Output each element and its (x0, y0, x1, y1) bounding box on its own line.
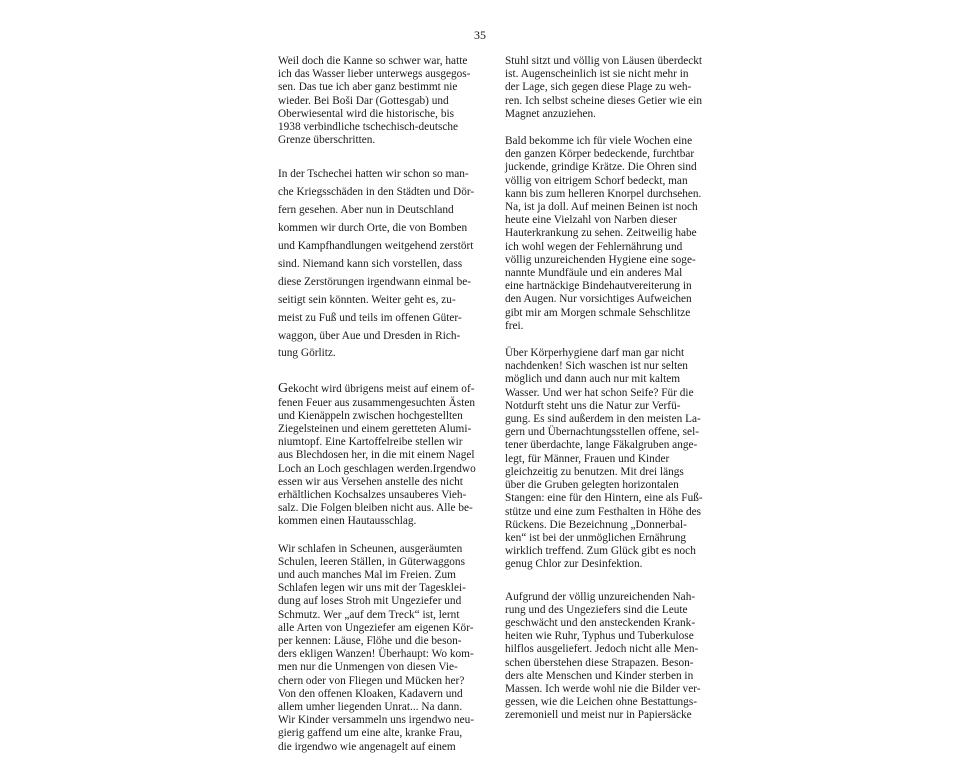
text-line: che Kriegsschäden in den Städten und Dör- (278, 186, 475, 199)
text-line: Notdurft steht uns die Natur zur Verfü- (505, 399, 681, 412)
text-line: chern oder von Fliegen und Mücken her? (278, 674, 465, 687)
text-line: gessen, wie die Leichen ohne Bestattungs- (505, 696, 697, 709)
text-line: juckende, grindige Krätze. Die Ohren sind (505, 161, 697, 174)
text-line: ich das Wasser lieber unterwegs ausgegos- (278, 68, 471, 81)
text-line: genug Chlor zur Desinfektion. (505, 558, 643, 571)
text-line: ders ekligen Wanzen! Überhaupt: Wo kom- (278, 648, 474, 661)
text-line: Stuhl sitzt und völlig von Läusen überdeckt (505, 55, 703, 67)
text-line: der Lage, sich gegen diese Plage zu weh- (505, 81, 692, 94)
right-text-column (505, 55, 717, 736)
text-line: waggon, über Aue und Dresden in Rich- (278, 329, 461, 342)
text-line: wieder. Bei Boši Dar (Gottesgab) und (278, 94, 449, 107)
text-line: Aufgrund der völlig unzureichenden Nah- (505, 590, 696, 603)
text-line: ken“ ist bei der unmöglichen Ernährung (505, 531, 687, 544)
paragraph-sleeping-vermin (278, 543, 490, 754)
text-line: möglich und dann auch nur mit kaltem (505, 373, 681, 386)
text-line: In der Tschechei hatten wir schon so man- (278, 168, 469, 181)
text-line: Schlafen legen wir uns mit der Tagesklei- (278, 582, 466, 595)
text-line: Stangen: eine für den Hintern, eine als Fuß- (505, 492, 703, 505)
text-line: schen überstehen diese Strapazen. Beson- (505, 656, 694, 669)
text-line: niumtopf. Eine Kartoffelreibe stellen wir (278, 436, 463, 449)
text-line: fern gesehen. Aber nun in Deutschland (278, 204, 454, 217)
paragraph-illness-deaths (505, 591, 717, 723)
text-line: Massen. Ich werde wohl nie die Bilder ver- (505, 682, 701, 695)
text-line: aus Blechdosen her, in die mit einem Nagel (278, 449, 475, 462)
text-line: zeremoniell und meist nur in Papiersäcke (505, 709, 692, 722)
text-line: tener überdachte, lange Fäkalgruben ange- (505, 439, 698, 452)
left-text-column (278, 55, 490, 767)
text-line: Wasser. Und wer hat schon Seife? Für die (505, 386, 694, 399)
paragraph-cooking (278, 382, 490, 528)
paragraph-border-crossing (278, 55, 490, 147)
text-line: Bald bekomme ich für viele Wochen eine (505, 135, 693, 148)
text-line: heute eine Vielzahl von Narben dieser (505, 214, 677, 227)
text-line: Hauterkrankung zu sehen. Zeitweilig habe (505, 227, 697, 240)
text-line: die irgendwo wie angenagelt auf einem (278, 740, 456, 753)
text-line: salz. Die Folgen bleiben nicht aus. Alle be- (278, 502, 473, 515)
text-line: kommen wir durch Orte, die von Bomben (278, 222, 468, 235)
text-line: ren. Ich selbst scheine dieses Getier wie ein (505, 94, 702, 107)
text-line: sen. Das tue ich aber ganz bestimmt nie (278, 81, 458, 94)
text-line: Na, ist ja doll. Auf meinen Beinen ist noch (505, 201, 698, 214)
text-line: Schmutz. Wer „auf dem Treck“ ist, lernt (278, 608, 460, 621)
paragraph-hygiene (505, 347, 717, 571)
text-line: per kennen: Läuse, Flöhe und die beson- (278, 635, 462, 648)
text-line: diese Zerstörungen irgendwann einmal be- (278, 275, 472, 288)
text-line: gierig gaffend um eine alte, kranke Frau, (278, 727, 463, 740)
text-line: rung und des Ungeziefers sind die Leute (505, 603, 688, 616)
text-line: über die Gruben gelegten horizontalen (505, 479, 679, 492)
text-line: Über Körperhygiene darf man gar nicht (505, 347, 685, 360)
text-line: frei. (505, 319, 524, 332)
text-line: eine hartnäckige Bindehautvereiterung in (505, 280, 692, 293)
text-line: kann bis zum helleren Knorpel durchsehen. (505, 187, 702, 200)
text-line: essen wir aus Versehen anstelle des nicht (278, 475, 463, 488)
text-line: Magnet anzuziehen. (505, 107, 596, 120)
text-line: Loch an Loch geschlagen werden.Irgendwo (278, 462, 476, 475)
text-line: gern und Übernachtungsstellen offene, sel- (505, 426, 699, 439)
text-line: nachdenken! Sich waschen ist nur selten (505, 360, 688, 373)
text-line: den ganzen Körper bedeckende, furchtbar (505, 148, 695, 161)
text-line: und auch manches Mal im Freien. Zum (278, 569, 456, 582)
text-line: und Kienäppeln zwischen hochgestellten (278, 409, 463, 422)
text-line: nannte Mundfäule und ein anderes Mal (505, 267, 683, 280)
text-line: kommen einen Hautausschlag. (278, 515, 417, 528)
paragraph-war-damage (278, 166, 490, 363)
text-line: tung Görlitz. (278, 347, 336, 360)
text-line: gleichzeitig zu benutzen. Mit drei längs (505, 465, 684, 478)
text-line: allem umher liegenden Unrat... Na dann. (278, 701, 463, 714)
text-line: Oberwiesental wird die historische, bis (278, 107, 455, 120)
text-line: ich wohl wegen der Fehlernährung und (505, 240, 683, 253)
text-line: gibt mir am Morgen schmale Sehschlitze (505, 306, 691, 319)
text-line: völlig unzureichenden Hygiene eine soge- (505, 253, 696, 266)
text-line: Wir schlafen in Scheunen, ausgeräumten (278, 542, 463, 555)
text-line: stütze und eine zum Festhalten in Höhe des (505, 505, 702, 518)
text-line: ders alte Menschen und Kinder sterben in (505, 669, 694, 682)
text-line: gung. Es sind außerdem in den meisten La- (505, 413, 701, 426)
text-line: Ziegelsteinen und einem geretteten Alumi- (278, 423, 472, 435)
text-line: legt, für Männer, Frauen und Kinder (505, 452, 670, 465)
text-line: seitigt sein könnten. Weiter geht es, zu- (278, 293, 456, 306)
text-line: Grenze überschritten. (278, 134, 376, 147)
text-line: fenen Feuer aus zusammengesuchten Ästen (278, 396, 476, 409)
text-line: heiten wie Ruhr, Typhus und Tuberkulose (505, 630, 694, 643)
text-line: men nur die Unmengen von diesen Vie- (278, 661, 458, 674)
text-line: meist zu Fuß und teils im offenen Güter- (278, 311, 462, 324)
text-line: und Kampfhandlungen weitgehend zerstört (278, 240, 474, 253)
text-line: sind. Niemand kann sich vorstellen, dass (278, 257, 463, 270)
text-line: alle Arten von Ungeziefer am eigenen Kör- (278, 621, 474, 634)
text-line: Schulen, leeren Ställen, in Güterwaggons (278, 555, 465, 568)
text-line: völlig von eitrigem Schorf bedeckt, man (505, 174, 688, 187)
text-line: 1938 verbindliche tschechisch-deutsche (278, 121, 459, 134)
text-line: wirklich treffend. Zum Glück gibt es noch (505, 545, 696, 558)
paragraph-lice-woman (505, 55, 717, 121)
page-number: 35 (474, 28, 486, 42)
text-line: den Augen. Nur vorsichtiges Aufweichen (505, 293, 692, 306)
text-line: Wir Kinder versammeln uns irgendwo neu- (278, 714, 475, 727)
text-line: Weil doch die Kanne so schwer war, hatte (278, 55, 468, 67)
text-line: hilflos ausgeliefert. Jedoch nicht alle Men- (505, 643, 699, 656)
text-line: geschwächt und den ansteckenden Krank- (505, 616, 696, 629)
text-line: erhältlichen Kochsalzes unsauberes Vieh- (278, 489, 467, 502)
text-line: Rückens. Die Bezeichnung „Donnerbal- (505, 518, 687, 531)
text-line: Von den offenen Kloaken, Kadavern und (278, 687, 463, 700)
text-line: Gekocht wird übrigens meist auf einem of- (278, 381, 475, 397)
paragraph-skin-disease (505, 135, 717, 333)
text-line: ist. Augenscheinlich ist sie nicht mehr in (505, 68, 689, 81)
text-line: dung auf loses Stroh mit Ungeziefer und (278, 595, 462, 608)
